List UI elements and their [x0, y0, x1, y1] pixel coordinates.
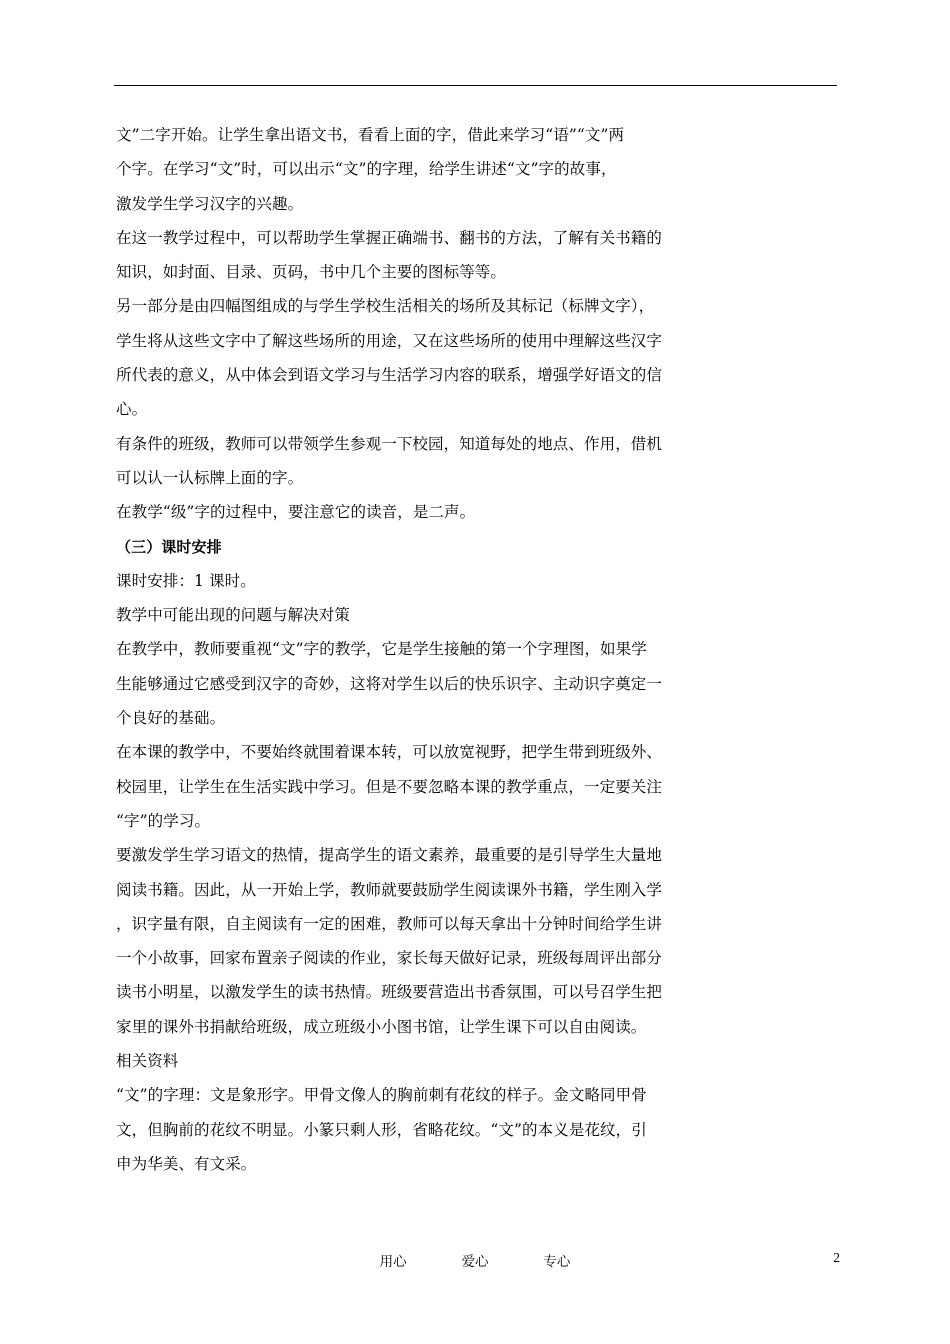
page-number: 2: [833, 1250, 840, 1265]
header-rule: [114, 85, 837, 86]
footer-motto: 用心 爱心 专心: [379, 1254, 571, 1270]
text-line: 读书小明星，以激发学生的读书热情。班级要营造出书香氛围，可以号召学生把: [116, 983, 663, 1002]
text-line: ，识字量有限，自主阅读有一定的困难，教师可以每天拿出十分钟时间给学生讲: [116, 914, 663, 933]
text-line: 在本课的教学中，不要始终就围着课本转，可以放宽视野，把学生带到班级外、: [116, 743, 663, 762]
text-line: 个良好的基础。: [116, 709, 226, 728]
text-line: 教学中可能出现的问题与解决对策: [116, 606, 351, 625]
text-line: 在教学“级”字的过程中，要注意它的读音，是二声。: [116, 503, 476, 522]
text-line: 申为华美、有文采。: [116, 1154, 257, 1173]
text-line: 课时安排：1 课时。: [116, 571, 256, 590]
text-line: 个字。在学习“文”时，可以出示“文”的字理，给学生讲述“文”字的故事，: [116, 160, 617, 179]
text-line: 知识，如封面、目录、页码，书中几个主要的图标等等。: [116, 263, 507, 282]
section-heading: （三）课时安排: [116, 537, 222, 556]
text-line: “字”的学习。: [116, 811, 211, 830]
text-line: 在教学中，教师要重视“文”字的教学，它是学生接触的第一个字理图，如果学: [116, 640, 647, 659]
text-line: 阅读书籍。因此，从一开始上学，教师就要鼓励学生阅读课外书籍，学生刚入学: [116, 880, 663, 899]
text-line: 文，但胸前的花纹不明显。小篆只剩人形，省略花纹。“文”的本义是花纹，引: [116, 1120, 647, 1139]
text-line: 在这一教学过程中，可以帮助学生掌握正确端书、翻书的方法，了解有关书籍的: [116, 228, 663, 247]
text-line: 激发学生学习汉字的兴趣。: [116, 194, 304, 213]
text-line: 可以认一认标牌上面的字。: [116, 468, 304, 487]
text-line: 一个小故事，回家布置亲子阅读的作业，家长每天做好记录，班级每周评出部分: [116, 949, 663, 968]
text-line: 家里的课外书捐献给班级，成立班级小小图书馆，让学生课下可以自由阅读。: [116, 1017, 647, 1036]
text-line: “文”的字理：文是象形字。甲骨文像人的胸前刺有花纹的样子。金文略同甲骨: [116, 1086, 647, 1105]
text-line: 心。: [116, 400, 148, 419]
text-line: 另一部分是由四幅图组成的与学生学校生活相关的场所及其标记（标牌文字），: [116, 297, 655, 316]
text-line: 相关资料: [116, 1052, 179, 1071]
text-line: 有条件的班级，教师可以带领学生参观一下校园，知道每处的地点、作用，借机: [116, 434, 663, 453]
text-line: 文”二字开始。让学生拿出语文书，看看上面的字，借此来学习“语”“文”两: [116, 126, 625, 144]
text-line: 生能够通过它感受到汉字的奇妙，这将对学生以后的快乐识字、主动识字奠定一: [116, 674, 663, 693]
text-line: 所代表的意义，从中体会到语文学习与生活学习内容的联系，增强学好语文的信: [116, 366, 663, 385]
document-body: [116, 118, 706, 1181]
text-line: 要激发学生学习语文的热情，提高学生的语文素养，最重要的是引导学生大量地: [116, 846, 663, 865]
text-line: 校园里，让学生在生活实践中学习。但是不要忽略本课的教学重点，一定要关注: [116, 777, 663, 796]
text-line: 学生将从这些文字中了解这些场所的用途，又在这些场所的使用中理解这些汉字: [116, 331, 663, 350]
